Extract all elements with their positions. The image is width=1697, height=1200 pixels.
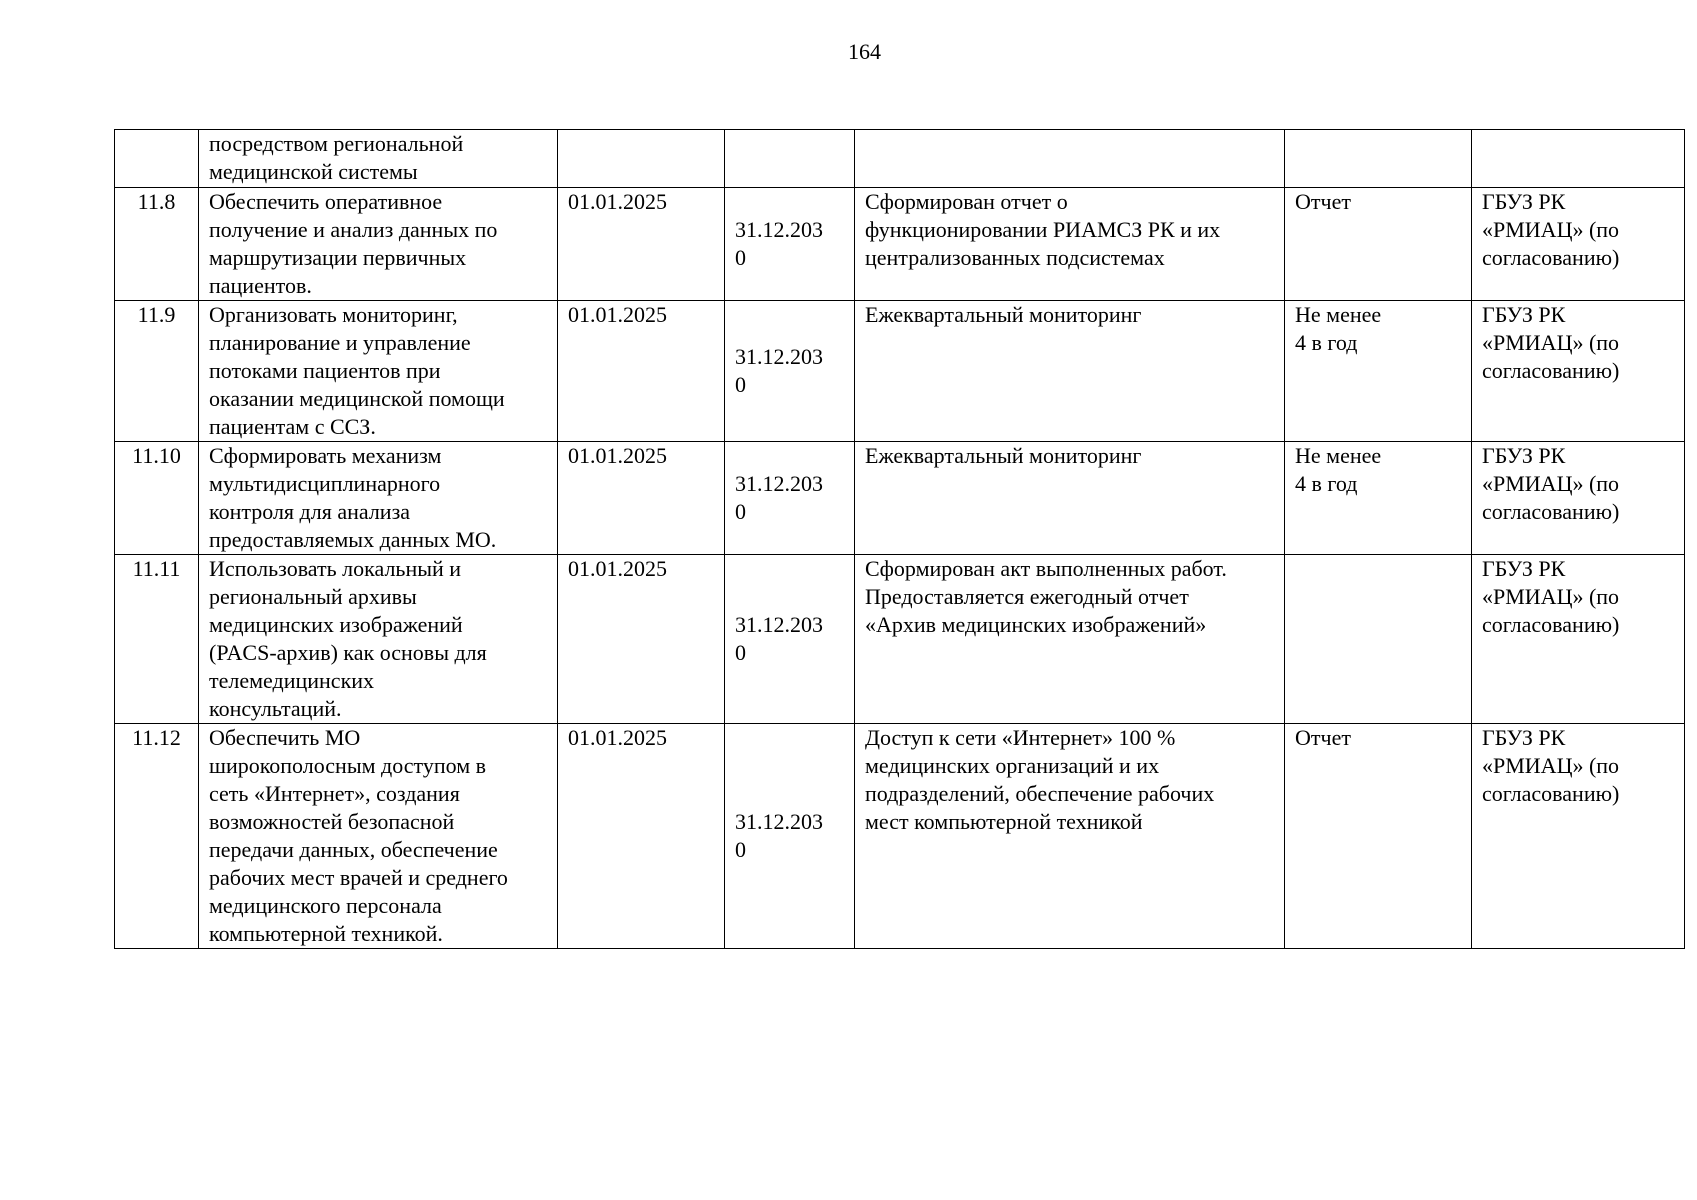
end-date-cell: 31.12.203 0 xyxy=(725,188,855,301)
end-date-cell: 31.12.203 0 xyxy=(725,442,855,555)
responsible-cell: ГБУЗ РК «РМИАЦ» (по согласованию) xyxy=(1472,188,1685,301)
start-date-cell: 01.01.2025 xyxy=(558,555,725,724)
row-number xyxy=(115,130,199,188)
row-number: 11.8 xyxy=(115,188,199,301)
start-date-cell: 01.01.2025 xyxy=(558,188,725,301)
indicator-cell: Не менее 4 в год xyxy=(1285,301,1472,442)
page-number: 164 xyxy=(848,39,881,64)
row-number: 11.9 xyxy=(115,301,199,442)
table-row xyxy=(115,724,1685,949)
table-row xyxy=(115,442,1685,555)
start-date-cell: 01.01.2025 xyxy=(558,724,725,949)
indicator-cell xyxy=(1285,555,1472,724)
indicator-cell: Отчет xyxy=(1285,724,1472,949)
action-cell: Сформировать механизм мультидисциплинарного контроля для анализа предоставляемых данных МО. xyxy=(199,442,558,555)
responsible-cell: ГБУЗ РК «РМИАЦ» (по согласованию) xyxy=(1472,301,1685,442)
result-cell: Ежеквартальный мониторинг xyxy=(855,442,1285,555)
end-date-cell xyxy=(725,130,855,188)
row-number: 11.10 xyxy=(115,442,199,555)
indicator-cell xyxy=(1285,130,1472,188)
responsible-cell: ГБУЗ РК «РМИАЦ» (по согласованию) xyxy=(1472,724,1685,949)
start-date-cell: 01.01.2025 xyxy=(558,442,725,555)
row-number: 11.12 xyxy=(115,724,199,949)
responsible-cell: ГБУЗ РК «РМИАЦ» (по согласованию) xyxy=(1472,442,1685,555)
table-row xyxy=(115,188,1685,301)
end-date-cell: 31.12.203 0 xyxy=(725,301,855,442)
action-cell: Обеспечить оперативное получение и анализ данных по маршрутизации первичных пациентов. xyxy=(199,188,558,301)
indicator-cell: Не менее 4 в год xyxy=(1285,442,1472,555)
responsible-cell: ГБУЗ РК «РМИАЦ» (по согласованию) xyxy=(1472,555,1685,724)
table-row xyxy=(115,301,1685,442)
result-cell: Доступ к сети «Интернет» 100 % медицинских организаций и их подразделений, обеспечение рабочих мест компьютерной техникой xyxy=(855,724,1285,949)
result-cell: Сформирован акт выполненных работ. Предоставляется ежегодный отчет «Архив медицинских изображений» xyxy=(855,555,1285,724)
result-cell xyxy=(855,130,1285,188)
action-plan-table xyxy=(114,129,1685,949)
indicator-cell: Отчет xyxy=(1285,188,1472,301)
table-row xyxy=(115,130,1685,188)
end-date-cell: 31.12.203 0 xyxy=(725,724,855,949)
row-number: 11.11 xyxy=(115,555,199,724)
result-cell: Сформирован отчет о функционировании РИАМСЗ РК и их централизованных подсистемах xyxy=(855,188,1285,301)
start-date-cell: 01.01.2025 xyxy=(558,301,725,442)
action-cell: Обеспечить МО широкополосным доступом в сеть «Интернет», создания возможностей безопасной передачи данных, обеспечение рабочих мест врачей и среднего медицинского персонала компьютерной техникой. xyxy=(199,724,558,949)
action-cell: посредством региональной медицинской системы xyxy=(199,130,558,188)
start-date-cell xyxy=(558,130,725,188)
action-cell: Организовать мониторинг, планирование и управление потоками пациентов при оказании медицинской помощи пациентам с ССЗ. xyxy=(199,301,558,442)
table-row xyxy=(115,555,1685,724)
result-cell: Ежеквартальный мониторинг xyxy=(855,301,1285,442)
responsible-cell xyxy=(1472,130,1685,188)
action-cell: Использовать локальный и региональный архивы медицинских изображений (PACS-архив) как основы для телемедицинских консультаций. xyxy=(199,555,558,724)
end-date-cell: 31.12.203 0 xyxy=(725,555,855,724)
